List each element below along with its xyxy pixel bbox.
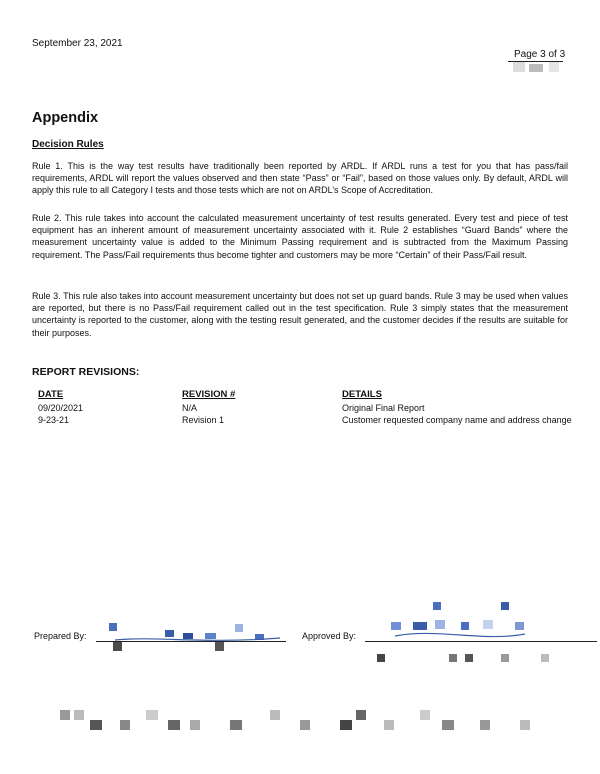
- rule-2-paragraph: Rule 2. This rule takes into account the calculated measurement uncertainty of test results generated. Every test and piece of test equipment has an inherent amount of measurement uncertainty associated with it. Rule 2 establishes “Guard Bands” where the measurement uncertainty value is added to the Minimum Passing requirement and is subtracted from the Maximum Passing requirement. The Pass/Fail requirements thus become tighter and customers may be more “Certain” of their Pass/Fail result.: [32, 213, 568, 260]
- column-header-details: DETAILS: [342, 389, 382, 400]
- revision-row-2-date: 9-23-21: [38, 415, 70, 425]
- prepared-by-signature: [95, 620, 295, 660]
- revision-row-2-number: Revision 1: [182, 415, 225, 425]
- approved-by-label: Approved By:: [302, 631, 357, 641]
- prepared-by-label: Prepared By:: [34, 631, 87, 641]
- rule-1-paragraph: Rule 1. This is the way test results have traditionally been reported by ARDL. If ARDL runs a test for you that has pass/fail requirements, ARDL will report the values observed and then state “Pass” or “Fail”, based on those values only. By default, ARDL will apply this rule to all Category I tests and those tests which are not on ARDL’s Scope of Accreditation.: [32, 161, 568, 196]
- revisions-heading: REPORT REVISIONS:: [32, 366, 140, 378]
- page-title: Appendix: [32, 110, 99, 126]
- rule-3-paragraph: Rule 3. This rule also takes into account measurement uncertainty but does not set up guard bands. Rule 3 may be used when values are reported, but there is no Pass/Fail requirement called out in the test specification. Rule 3 simply states that the measurement uncertainty is reported to the customer, along with the testing result generated, and the customer decides if the results are suitable for their purposes.: [32, 291, 568, 338]
- column-header-revision: REVISION #: [182, 389, 236, 400]
- page-number: Page 3 of 3: [514, 49, 566, 60]
- revision-row-1-number: N/A: [182, 403, 198, 413]
- report-date: September 23, 2021: [32, 38, 123, 49]
- revision-row-1-details: Original Final Report: [342, 403, 425, 413]
- column-header-date: DATE: [38, 389, 64, 400]
- approved-by-signature: [365, 598, 565, 664]
- revision-row-1-date: 09/20/2021: [38, 403, 84, 413]
- revision-row-2-details: Customer requested company name and address change: [342, 415, 572, 425]
- redacted-footer: [50, 706, 570, 742]
- redacted-header-mark: [505, 58, 575, 76]
- section-subtitle: Decision Rules: [32, 139, 104, 150]
